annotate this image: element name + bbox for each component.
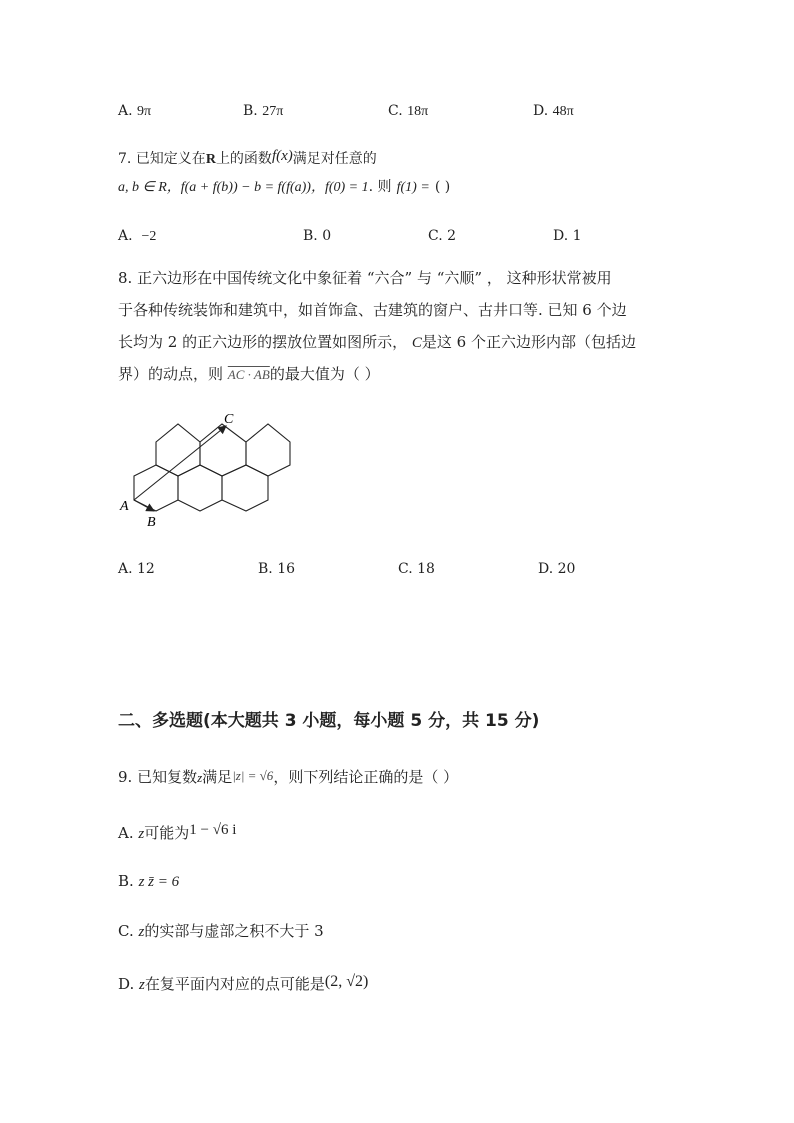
q8-line-2: 于各种传统装饰和建筑中，如首饰盒、古建筑的窗户、古井口等. 已知 6 个边 xyxy=(118,301,627,319)
q8-choice-a: A. 12 xyxy=(118,561,155,577)
hexagon-5 xyxy=(178,465,222,511)
q6-choice-a: A. 9π xyxy=(118,103,152,119)
hexagon-figure xyxy=(112,405,302,530)
q8-choice-b: B. 16 xyxy=(258,561,296,577)
q9-choice-d: D. z在复平面内对应的点可能是(2, √2) xyxy=(118,973,369,993)
q7-choice-d: D. 1 xyxy=(553,228,582,244)
hexagon-6 xyxy=(222,465,268,511)
q6-choice-b: B. 27π xyxy=(243,103,284,119)
q9-choice-b: B. z z̄ = 6 xyxy=(118,872,180,890)
q8-line-3: 长均为 2 的正六边形的摆放位置如图所示， C是这 6 个正六边形内部（包括边 xyxy=(118,333,636,351)
point-a-label: A xyxy=(120,499,129,514)
q8-choice-c: C. 18 xyxy=(398,561,435,577)
q7-choice-b: B. 0 xyxy=(303,228,332,244)
q9-stem: 9. 已知复数z满足|z| = √6，则下列结论正确的是（ ） xyxy=(118,768,459,786)
q9-choice-c: C. z的实部与虚部之积不大于 3 xyxy=(118,922,324,940)
q8-choice-d: D. 20 xyxy=(538,561,576,577)
vector-ac xyxy=(134,426,226,500)
vector-ab xyxy=(134,500,154,511)
q8-line-1: 8. 正六边形在中国传统文化中象征着 “六合” 与 “六顺” ， 这种形状常被用 xyxy=(118,269,612,287)
q7-stem: 7. 已知定义在R上的函数f(x)满足对任意的 xyxy=(118,148,377,167)
q9-choice-a: A. z可能为1 − √6 i xyxy=(118,822,237,842)
q7-condition-line: a, b ∈ R，f(a + f(b)) − b = f(f(a))，f(0) = 1. 则 f(1) = ( ) xyxy=(118,179,451,195)
point-b-label: B xyxy=(147,515,156,530)
q7-choice-a: A. −2 xyxy=(118,228,157,244)
section-heading-multiple-choice: 二、多选题(本大题共 3 小题，每小题 5 分，共 15 分) xyxy=(118,711,540,731)
q6-choice-d: D. 48π xyxy=(533,103,574,119)
q6-choice-c: C. 18π xyxy=(388,103,429,119)
q8-line-4: 界）的动点，则 AC · AB的最大值为（ ） xyxy=(118,365,380,383)
point-c-label: C xyxy=(224,412,234,427)
q7-choice-c: C. 2 xyxy=(428,228,457,244)
